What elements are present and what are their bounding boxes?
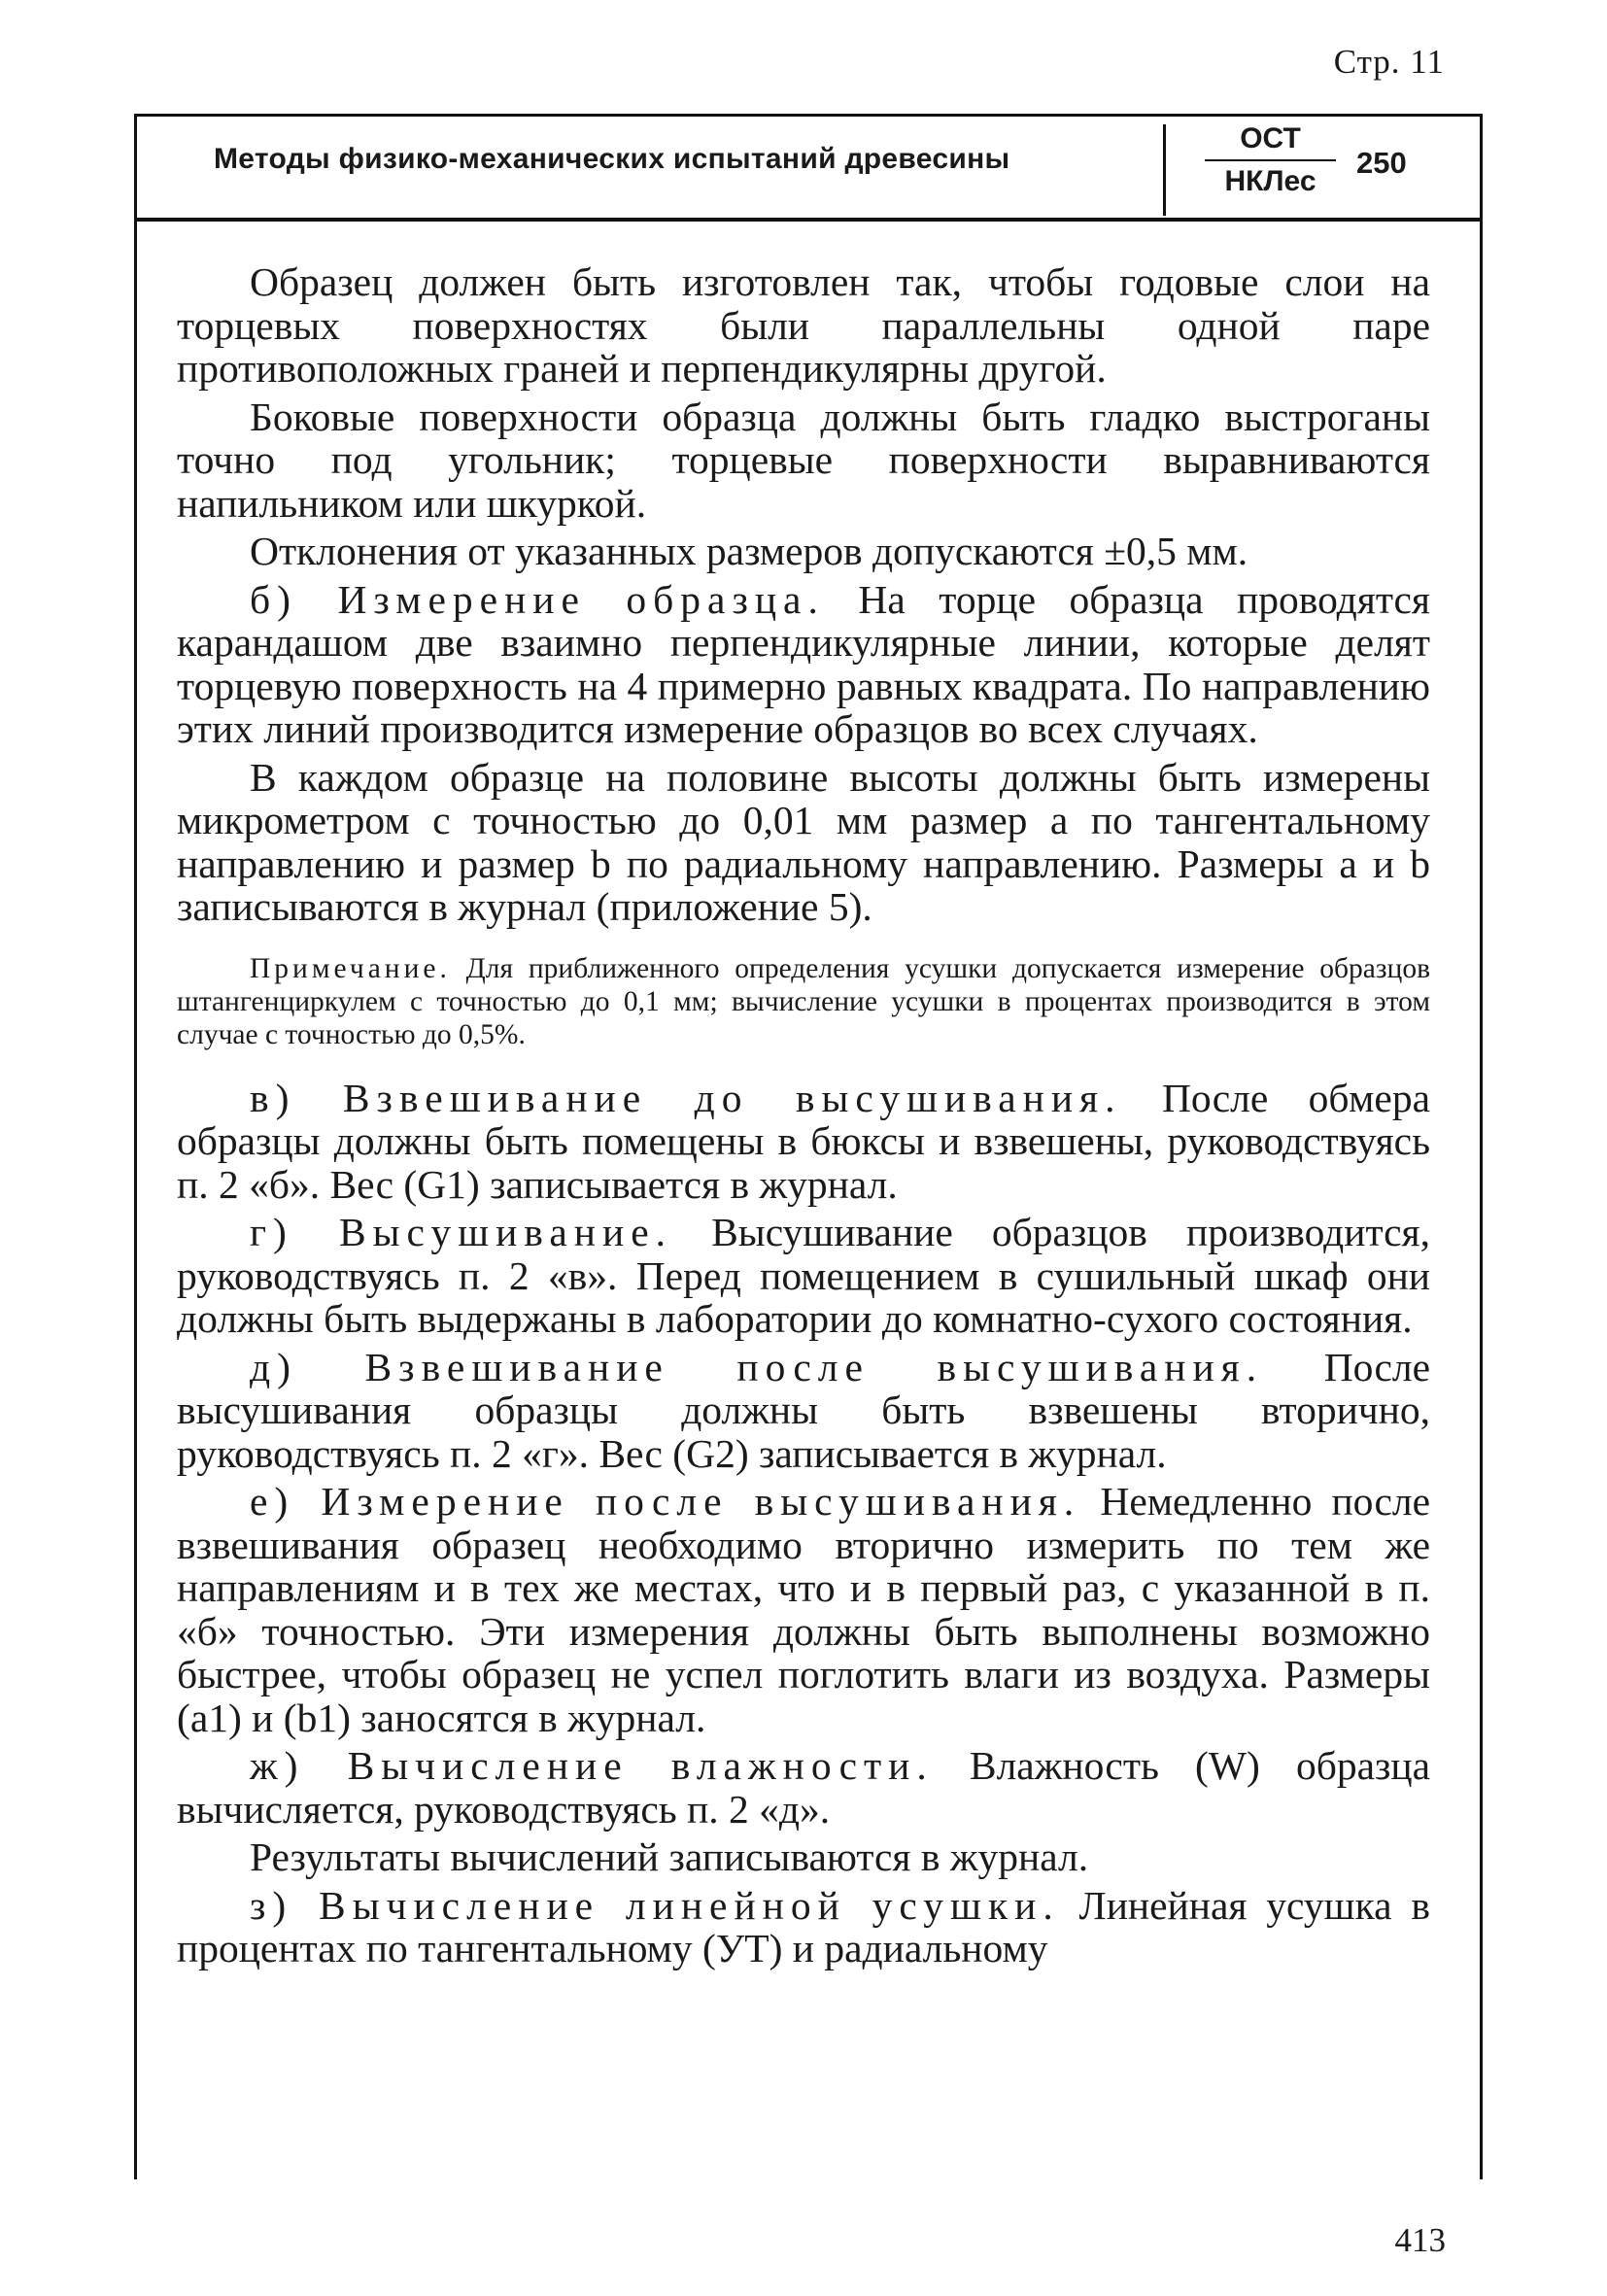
paragraph [177,1480,1430,1739]
header-top-rule [134,114,1483,117]
paragraph [177,1077,1430,1207]
paragraph: Образец должен быть изготовлен так, чтобы годовые слои на торцевых поверхностях были параллельны одной паре противоположных граней и перпендикулярны другой. [177,259,1430,391]
paragraph-text: На торце образца проводятся карандашом две взаимно перпендикулярные линии, которые делят торцевую поверхность на 4 примерно равных квадрата. По направлению этих линий производится измерение образцов во всех случаях. [177,576,1430,751]
paragraph: Отклонения от указанных размеров допускаются ±0,5 мм. [250,529,1248,573]
paragraph [177,1884,1430,1970]
paragraph [177,578,1430,751]
section-heading: д) Взвешивание после высушивания. [250,1344,1264,1389]
paragraph [177,1211,1430,1341]
page-number: 413 [1394,2221,1446,2259]
paragraph [177,1346,1430,1476]
note-heading: Примечание. [250,952,451,984]
standard-designation [1205,122,1336,198]
paragraph-text: Немедленно после взвешивания образец необходимо вторично измерить по тем же направлениям и в тех же местах, что и в первый раз, с указанной в п. «б» точностью. Эти измерения должны быть выполнены возможно быстрее, чтобы образец не успел поглотить влаги из воздуха. Размеры (a1) и (b1) заносятся в журнал. [177,1479,1431,1740]
paragraph: В каждом образце на половине высоты должны быть измерены микрометром с точностью до 0,01 мм размер a по тангентальному направлению и размер b по радиальному направлению. Размеры a и b записываются в журнал (приложение 5). [177,754,1430,929]
section-heading: в) Взвешивание до высушивания. [250,1075,1122,1120]
ost-numerator: ОСТ [1205,122,1336,161]
page-label: Стр. 11 [1333,43,1445,81]
note-text: Для приближенного определения усушки допускается измерение образцов штангенциркулем с точностью до 0,1 мм; вычисление усушки в процентах производится в этом случае с точностью до 0,5%. [177,952,1430,1050]
paragraph-text: После высушивания образцы должны быть взвешены вторично, руководствуясь п. 2 «г». Вес (G2) записывается в журнал. [177,1344,1431,1476]
paragraph [177,1744,1430,1831]
section-heading: г) Высушивание. [250,1210,672,1254]
header-separator [1163,124,1166,216]
paragraph: Боковые поверхности образца должны быть гладко выстроганы точно под угольник; торцевые поверхности выравниваются напильником или шкуркой. [177,394,1430,526]
paragraph-text: Высушивание образцов производится, руководствуясь п. 2 «в». Перед помещением в сушильный шкаф они должны быть выдержаны в лаборатории до комнатно-сухого состояния. [177,1210,1431,1341]
paragraph-text: Влажность (W) образца вычисляется, руководствуясь п. 2 «д». [177,1743,1431,1832]
paragraph-text: После обмера образцы должны быть помещены в бюксы и взвешены, руководствуясь п. 2 «б». Вес (G1) записывается в журнал. [177,1075,1430,1207]
paragraph-text: Линейная усушка в процентах по тангентальному (УТ) и радиальному [177,1882,1430,1970]
paragraph: Результаты вычислений записываются в журнал. [250,1834,1089,1879]
section-heading: ж) Вычисление влажности. [250,1743,934,1788]
ost-code: 250 [1356,146,1407,180]
header-bottom-rule [134,218,1483,222]
section-heading: е) Измерение после высушивания. [250,1479,1081,1524]
section-heading: з) Вычисление линейной усушки. [250,1882,1060,1928]
ost-denominator: НКЛес [1224,165,1316,197]
note [177,952,1430,1051]
section-heading: б) Измерение образца. [250,576,825,622]
document-title: Методы физико-механических испытаний древесины [214,143,1010,175]
main-text [177,260,1430,1975]
